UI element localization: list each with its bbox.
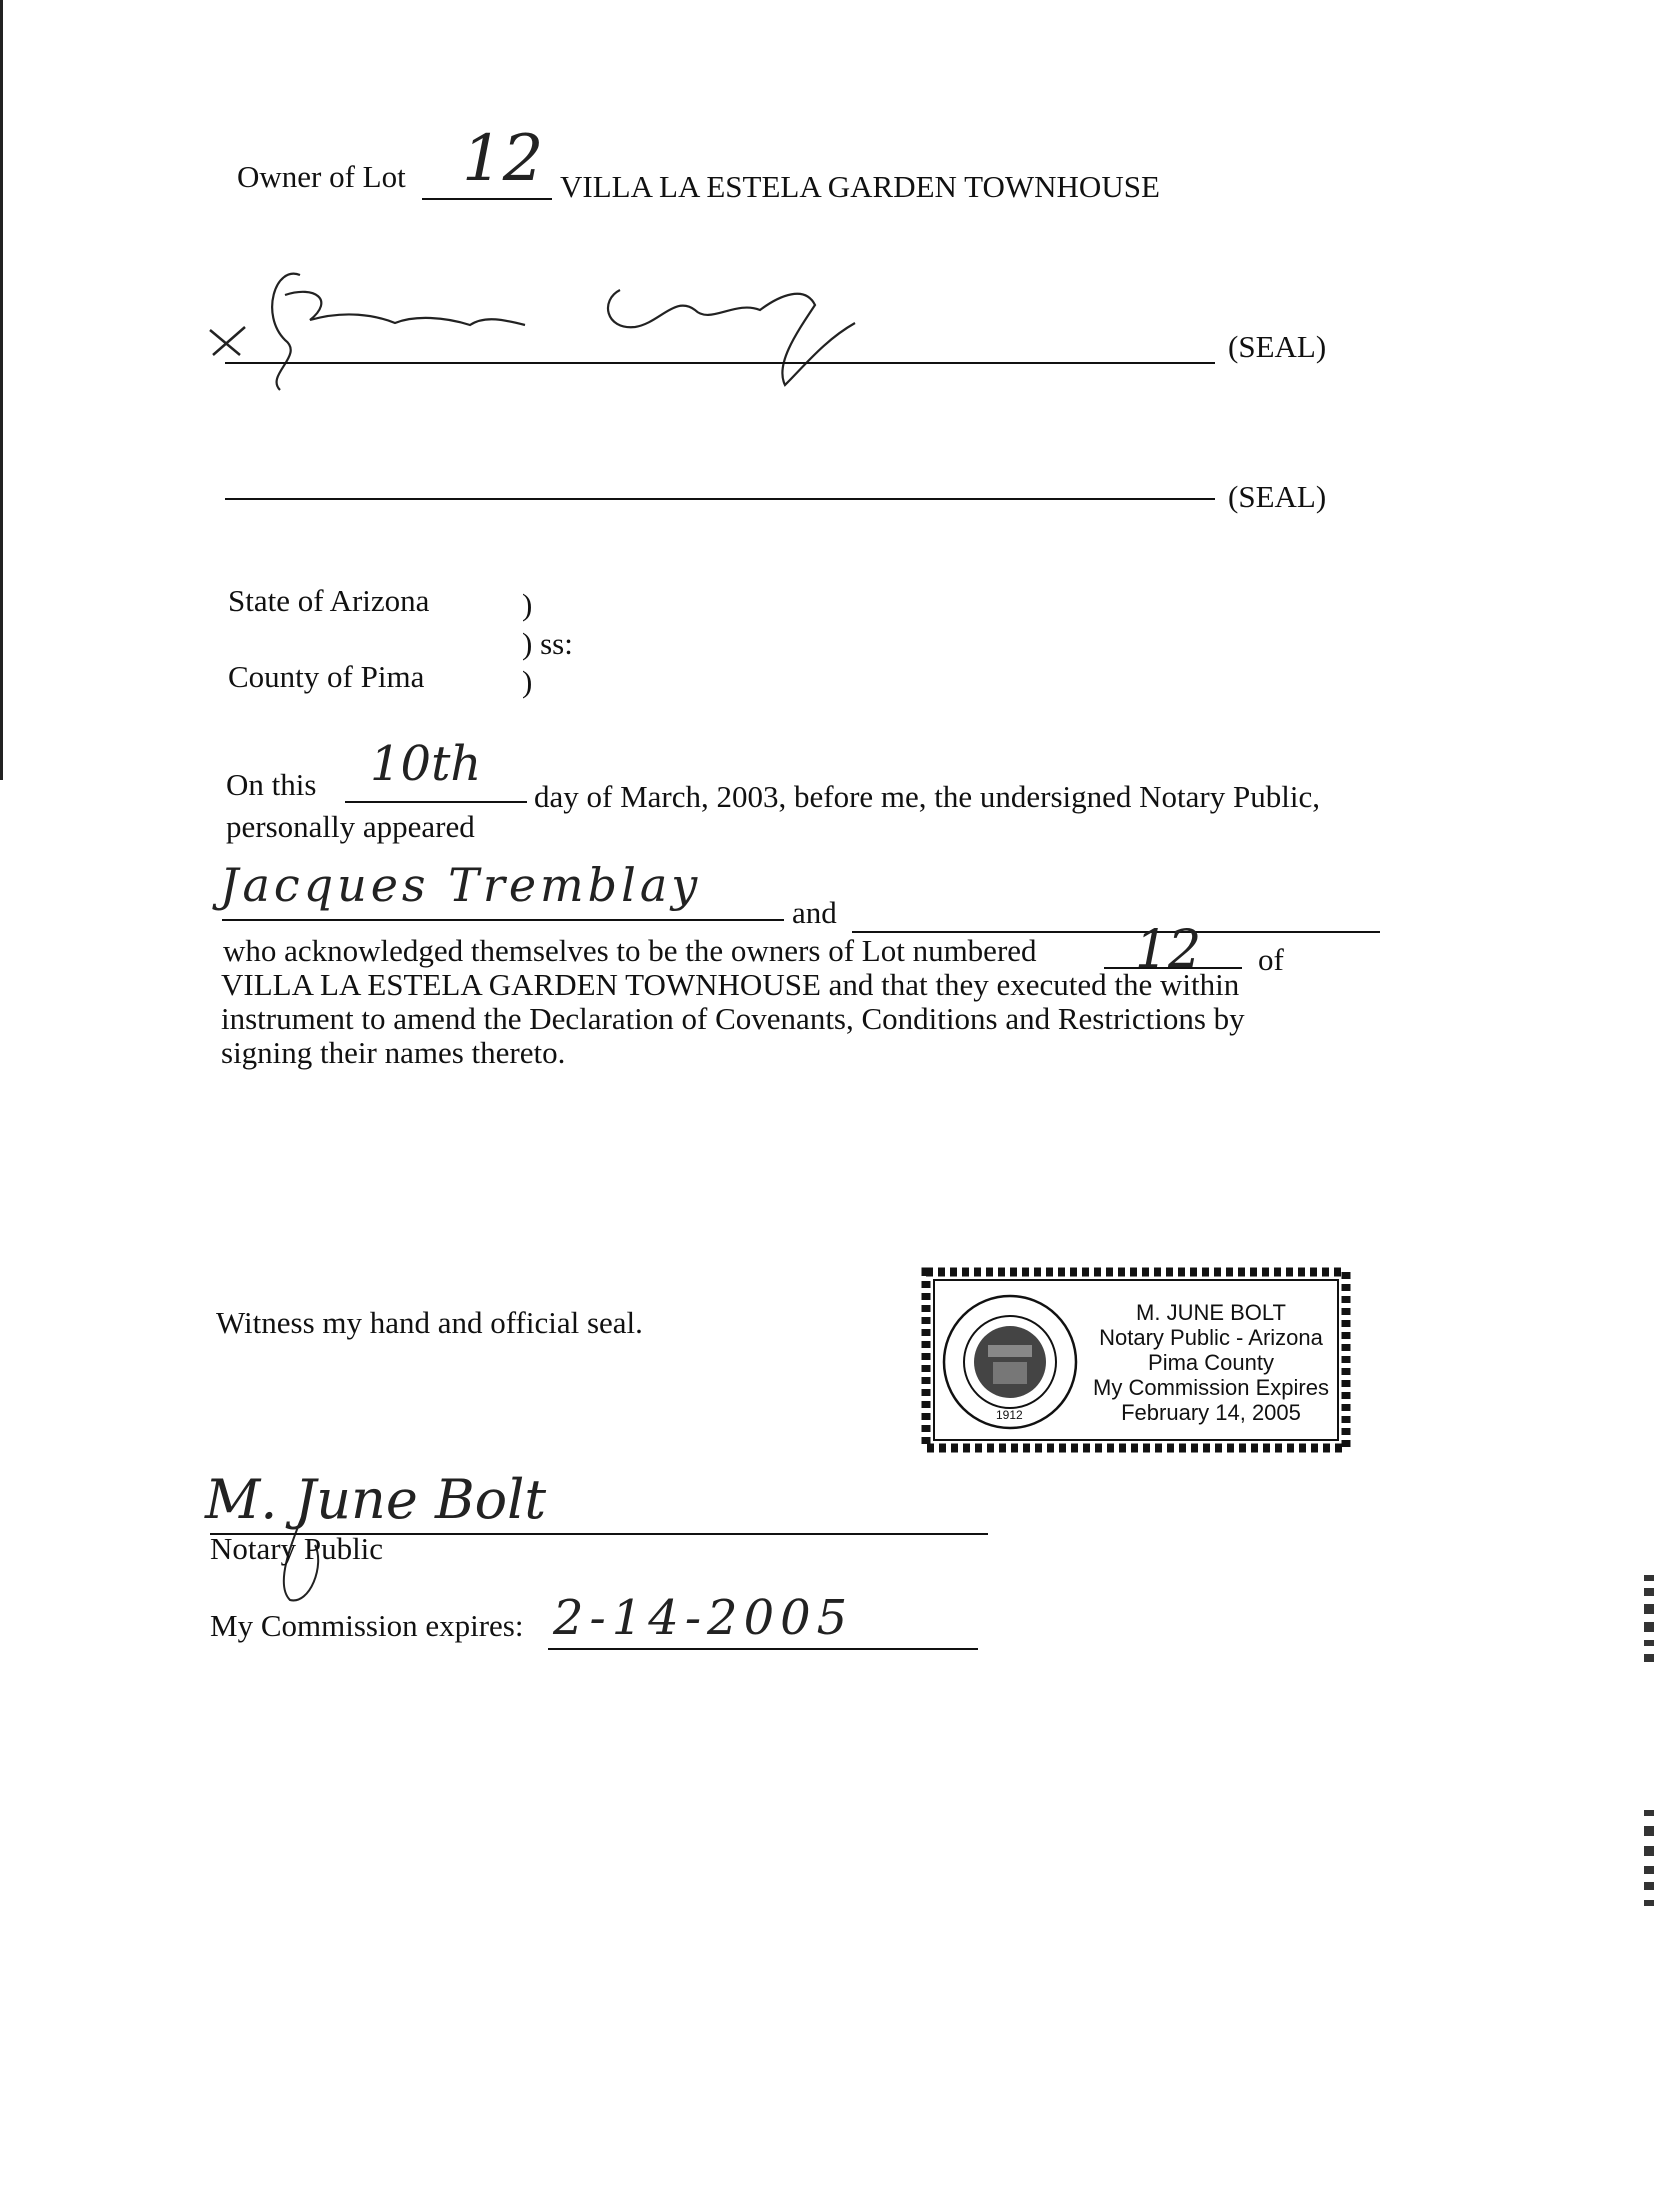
venue-paren-2: ) ss: (522, 626, 573, 661)
ack-name-handwritten: Jacques Tremblay (220, 858, 702, 912)
commission-handwritten: 2-14-2005 (553, 1590, 854, 1646)
ack-who: who acknowledged themselves to be the owners of Lot numbered (223, 933, 1037, 968)
owner-signature-text (310, 318, 319, 319)
commission-line (548, 1648, 978, 1650)
lot-blank-line (422, 198, 552, 200)
scan-edge (0, 0, 3, 780)
ack-lot-handwritten: 12 (1135, 920, 1202, 980)
stamp-line-4: My Commission Expires (1093, 1375, 1329, 1400)
ack-name-line (222, 919, 784, 921)
notary-signature: M. June Bolt (205, 1468, 547, 1531)
venue-state: State of Arizona (228, 583, 430, 618)
notary-label: Notary Public (210, 1531, 384, 1566)
ack-and: and (792, 895, 837, 930)
owner-subdivision: VILLA LA ESTELA GARDEN TOWNHOUSE (560, 169, 1160, 204)
stamp-seal-text (976, 1290, 995, 1291)
commission-label: My Commission expires: (210, 1608, 524, 1643)
scan-edge-marks (1640, 1570, 1660, 1940)
owner-prefix: Owner of Lot (237, 159, 406, 194)
seal-label-1: (SEAL) (1228, 329, 1327, 364)
stamp-line-2: Notary Public - Arizona (1099, 1325, 1323, 1350)
signature-line-1 (225, 362, 1215, 364)
owner-signature-scrawl (205, 255, 925, 415)
ack-personally: personally appeared (226, 809, 475, 844)
stamp-line-3: Pima County (1148, 1350, 1274, 1375)
ack-body: VILLA LA ESTELA GARDEN TOWNHOUSE and that they executed the within instrument to amend the Declaration of Covenants, Conditions and Restrictions by signing their names thereto. (221, 967, 1245, 1070)
stamp-seal-year: 1912 (996, 1408, 1023, 1422)
stamp-text-block (1081, 1300, 1341, 1425)
owner-lot-handwritten: 12 (462, 122, 544, 196)
ack-on-this: On this (226, 767, 317, 802)
stamp-line-1: M. JUNE BOLT (1136, 1300, 1286, 1325)
venue-paren-3: ) (522, 664, 533, 699)
stamp-line-5: February 14, 2005 (1121, 1400, 1301, 1425)
ack-of: of (1258, 942, 1284, 977)
witness-text: Witness my hand and official seal. (216, 1305, 643, 1340)
signature-line-2 (225, 498, 1215, 500)
venue-paren-1: ) (522, 587, 533, 622)
ack-date-text: day of March, 2003, before me, the undersigned Notary Public, (534, 779, 1320, 814)
ack-day-handwritten: 10th (370, 736, 482, 792)
ack-day-line (345, 801, 527, 803)
notary-stamp (916, 1262, 1356, 1462)
seal-label-2: (SEAL) (1228, 479, 1327, 514)
venue-county: County of Pima (228, 659, 425, 694)
